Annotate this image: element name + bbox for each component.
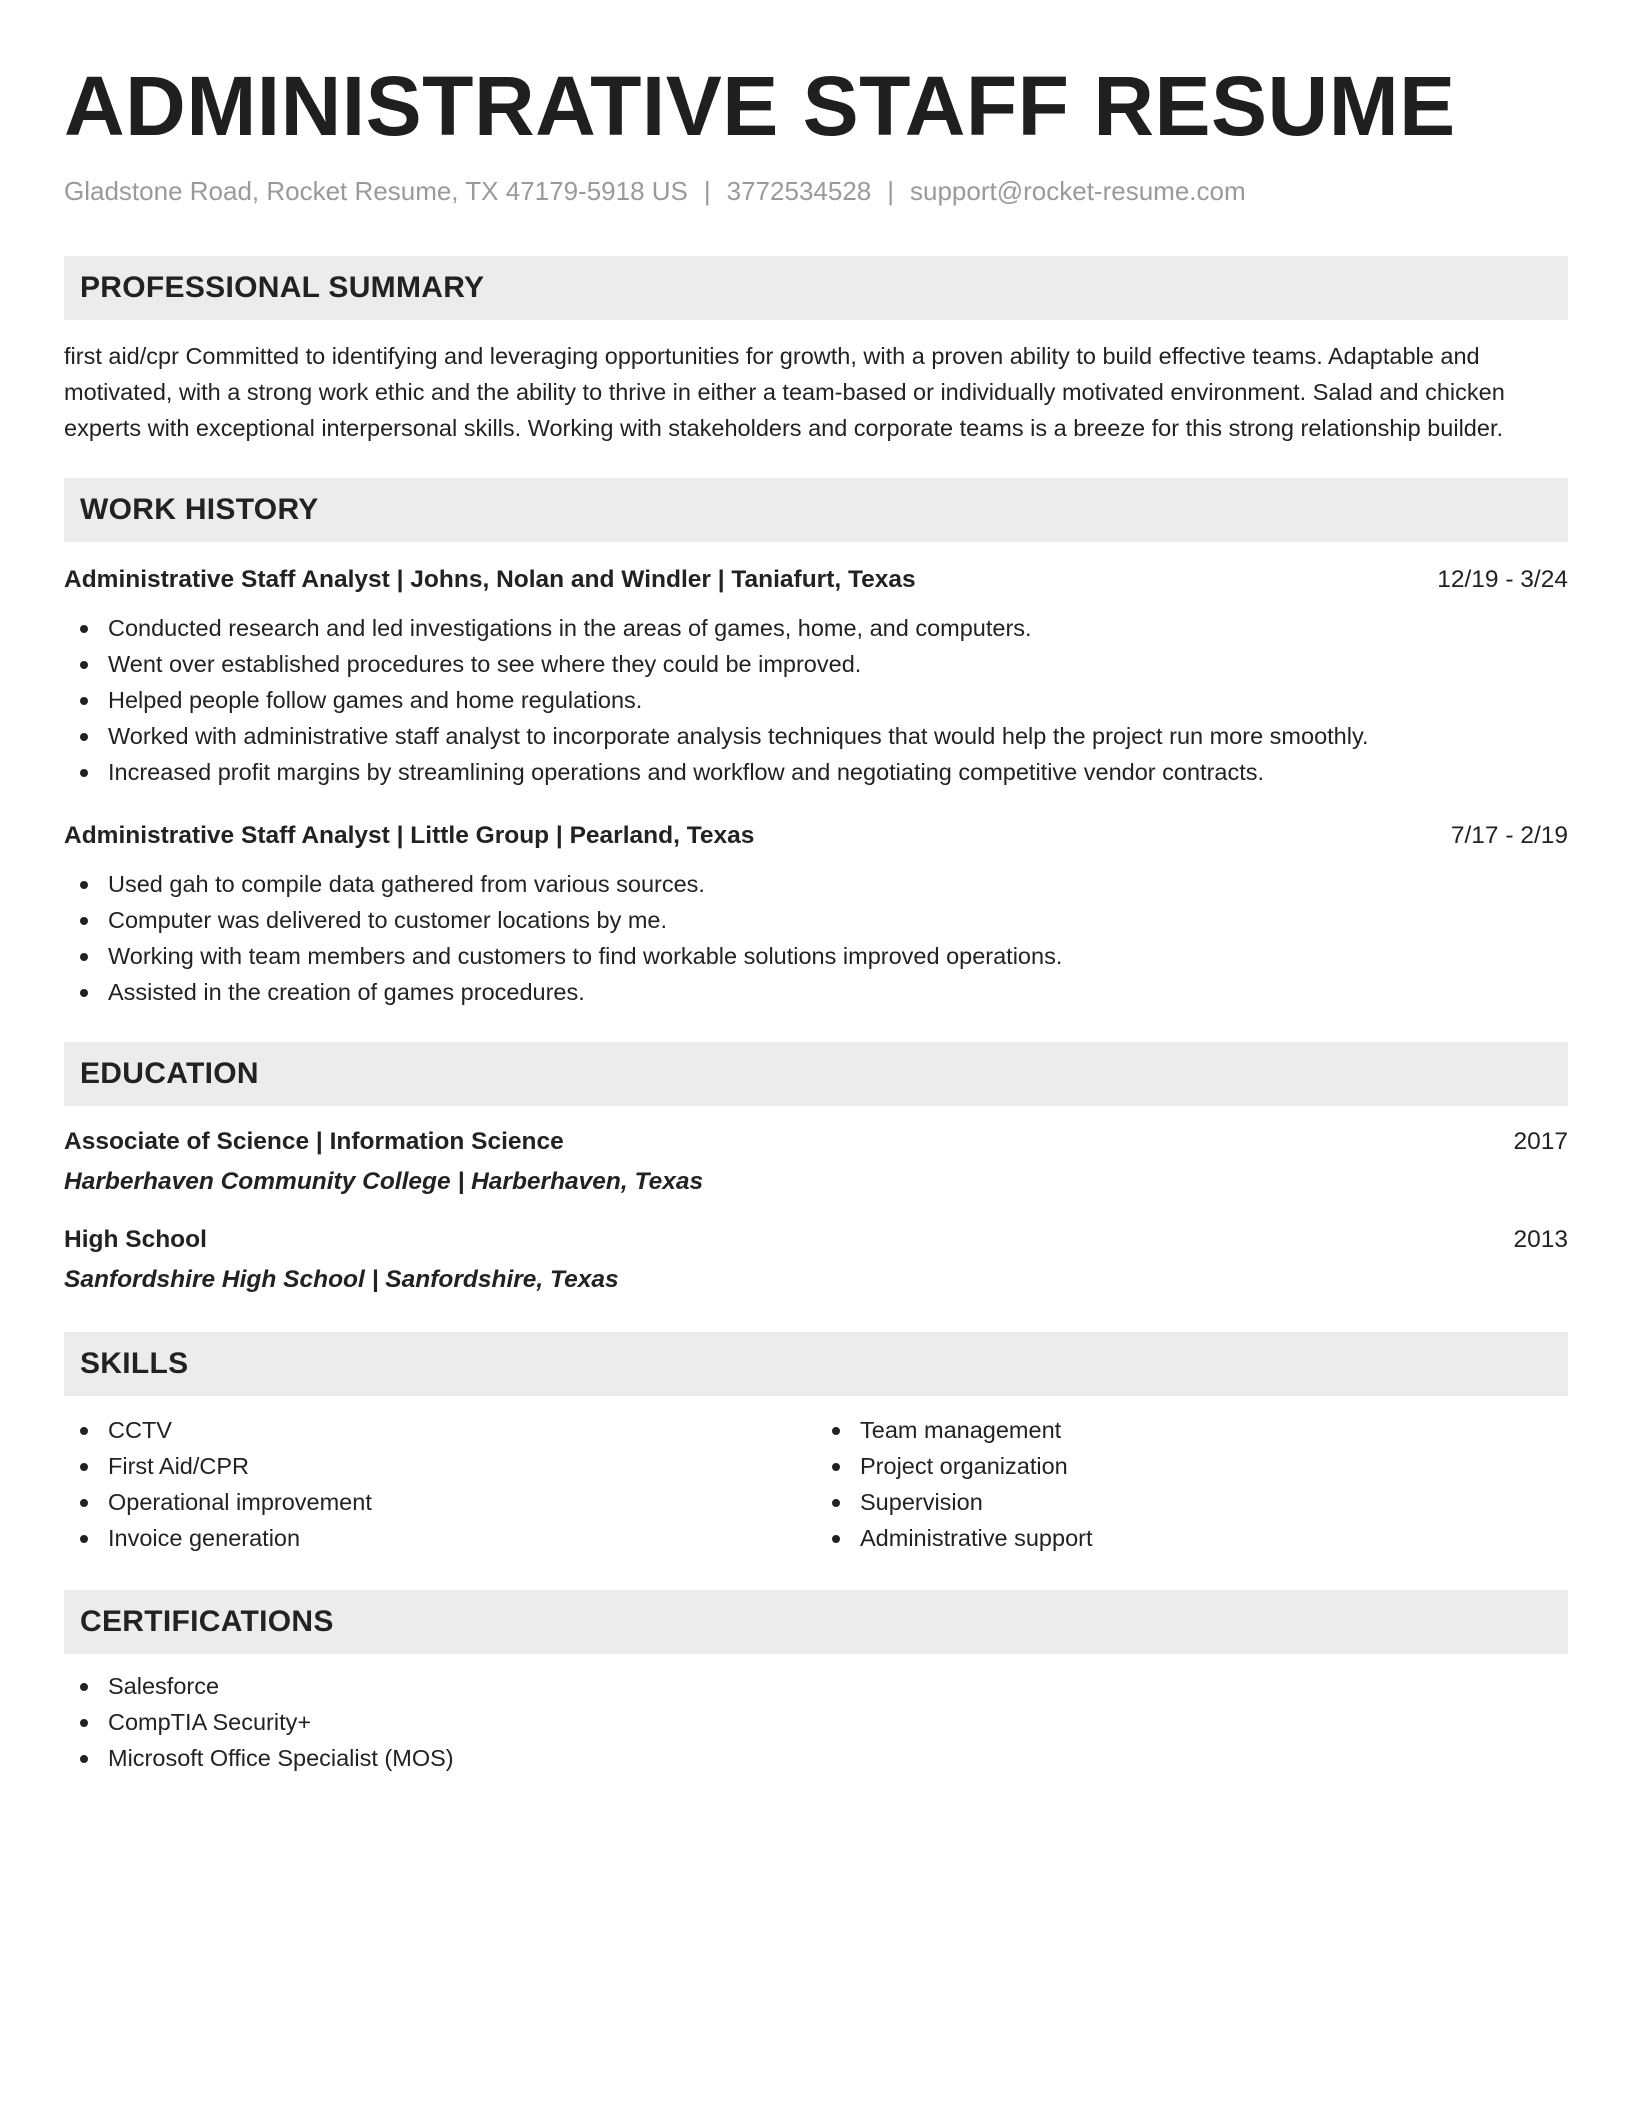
bullet-dot-icon xyxy=(80,1463,88,1471)
bullet-dot-icon xyxy=(80,661,88,669)
list-item-text: Helped people follow games and home regulations. xyxy=(108,687,643,713)
list-item xyxy=(64,754,1568,790)
job-header xyxy=(64,564,1568,596)
education-school: Harberhaven Community College | Harberhaven, Texas xyxy=(64,1168,704,1195)
list-item-text: Increased profit margins by streamlining operations and workflow and negotiating competitive vendor contracts. xyxy=(108,759,1265,785)
skill-text: Team management xyxy=(860,1417,1062,1443)
list-item xyxy=(64,938,1568,974)
list-item xyxy=(64,1740,1568,1776)
education-degree: High School xyxy=(64,1226,207,1253)
list-item xyxy=(64,974,1568,1010)
skill-text: Project organization xyxy=(860,1453,1068,1479)
skills-column-right xyxy=(816,1412,1568,1556)
list-item-text: Computer was delivered to customer locations by me. xyxy=(108,907,668,933)
education-degree: Associate of Science | Information Science xyxy=(64,1128,564,1155)
education-header xyxy=(64,1224,1568,1256)
job-entry xyxy=(64,564,1568,790)
list-item xyxy=(816,1412,1568,1448)
skill-text: Supervision xyxy=(860,1489,983,1515)
bullet-dot-icon xyxy=(80,881,88,889)
bullet-dot-icon xyxy=(832,1499,840,1507)
list-item xyxy=(64,866,1568,902)
list-item xyxy=(816,1448,1568,1484)
list-item-text: Assisted in the creation of games procedures. xyxy=(108,979,585,1005)
list-item xyxy=(64,1448,816,1484)
skill-text: Administrative support xyxy=(860,1525,1093,1551)
section-header-work-history: WORK HISTORY xyxy=(64,478,1568,542)
skill-text: First Aid/CPR xyxy=(108,1453,250,1479)
bullet-dot-icon xyxy=(80,697,88,705)
job-title: Administrative Staff Analyst | Johns, Nolan and Windler | Taniafurt, Texas xyxy=(64,566,916,593)
job-entry xyxy=(64,820,1568,1010)
section-header-education: EDUCATION xyxy=(64,1042,1568,1106)
skill-text: Invoice generation xyxy=(108,1525,301,1551)
bullet-dot-icon xyxy=(80,989,88,997)
list-item-text: Went over established procedures to see where they could be improved. xyxy=(108,651,862,677)
contact-phone: 3772534528 xyxy=(726,176,872,206)
bullet-dot-icon xyxy=(832,1427,840,1435)
skills-column-left xyxy=(64,1412,816,1556)
list-item-text: Used gah to compile data gathered from various sources. xyxy=(108,871,705,897)
contact-separator: | xyxy=(887,176,895,206)
bullet-dot-icon xyxy=(80,733,88,741)
contact-line xyxy=(64,178,1568,204)
skills-grid xyxy=(64,1412,1568,1556)
job-dates: 7/17 - 2/19 xyxy=(1450,822,1568,849)
certification-text: Salesforce xyxy=(108,1673,220,1699)
job-bullet-list xyxy=(64,866,1568,1010)
education-year: 2013 xyxy=(1513,1226,1568,1253)
list-item xyxy=(64,646,1568,682)
contact-email: support@rocket-resume.com xyxy=(910,176,1246,206)
education-entry xyxy=(64,1224,1568,1296)
job-header xyxy=(64,820,1568,852)
job-bullet-list xyxy=(64,610,1568,790)
list-item-text: Working with team members and customers to find workable solutions improved operations. xyxy=(108,943,1063,969)
summary-text: first aid/cpr Committed to identifying and leveraging opportunities for growth, with a proven ability to build effective teams. Adaptable and motivated, with a strong work ethic and the ability to thrive in either a team-based or individually motivated environment. Salad and chicken experts with exceptional interpersonal skills. Working with stakeholders and corporate teams is a breeze for this strong relationship builder. xyxy=(64,343,1505,441)
skill-text: CCTV xyxy=(108,1417,172,1443)
list-item xyxy=(64,1484,816,1520)
skill-text: Operational improvement xyxy=(108,1489,372,1515)
certification-text: CompTIA Security+ xyxy=(108,1709,312,1735)
bullet-dot-icon xyxy=(80,1683,88,1691)
bullet-dot-icon xyxy=(80,1499,88,1507)
list-item xyxy=(816,1484,1568,1520)
list-item xyxy=(64,902,1568,938)
list-item xyxy=(64,610,1568,646)
list-item xyxy=(64,1520,816,1556)
contact-separator: | xyxy=(703,176,711,206)
list-item xyxy=(64,1412,816,1448)
section-header-skills: SKILLS xyxy=(64,1332,1568,1396)
list-item xyxy=(64,718,1568,754)
bullet-dot-icon xyxy=(80,1755,88,1763)
bullet-dot-icon xyxy=(80,625,88,633)
certification-text: Microsoft Office Specialist (MOS) xyxy=(108,1745,454,1771)
bullet-dot-icon xyxy=(80,953,88,961)
section-header-summary: PROFESSIONAL SUMMARY xyxy=(64,256,1568,320)
contact-address: Gladstone Road, Rocket Resume, TX 47179-5918 US xyxy=(64,176,688,206)
bullet-dot-icon xyxy=(832,1535,840,1543)
list-item xyxy=(64,1668,1568,1704)
education-header xyxy=(64,1126,1568,1158)
bullet-dot-icon xyxy=(80,917,88,925)
job-title: Administrative Staff Analyst | Little Group | Pearland, Texas xyxy=(64,822,755,849)
resume-title: ADMINISTRATIVE STAFF RESUME xyxy=(64,59,1456,153)
education-year: 2017 xyxy=(1513,1128,1568,1155)
certifications-list xyxy=(64,1668,1568,1776)
section-header-certifications: CERTIFICATIONS xyxy=(64,1590,1568,1654)
list-item-text: Worked with administrative staff analyst to incorporate analysis techniques that would help the project run more smoothly. xyxy=(108,723,1369,749)
list-item xyxy=(64,682,1568,718)
bullet-dot-icon xyxy=(80,1535,88,1543)
list-item-text: Conducted research and led investigations in the areas of games, home, and computers. xyxy=(108,615,1032,641)
list-item xyxy=(816,1520,1568,1556)
bullet-dot-icon xyxy=(80,769,88,777)
education-school: Sanfordshire High School | Sanfordshire, Texas xyxy=(64,1266,619,1293)
bullet-dot-icon xyxy=(80,1427,88,1435)
bullet-dot-icon xyxy=(80,1719,88,1727)
education-entry xyxy=(64,1126,1568,1198)
bullet-dot-icon xyxy=(832,1463,840,1471)
job-dates: 12/19 - 3/24 xyxy=(1437,566,1568,593)
list-item xyxy=(64,1704,1568,1740)
